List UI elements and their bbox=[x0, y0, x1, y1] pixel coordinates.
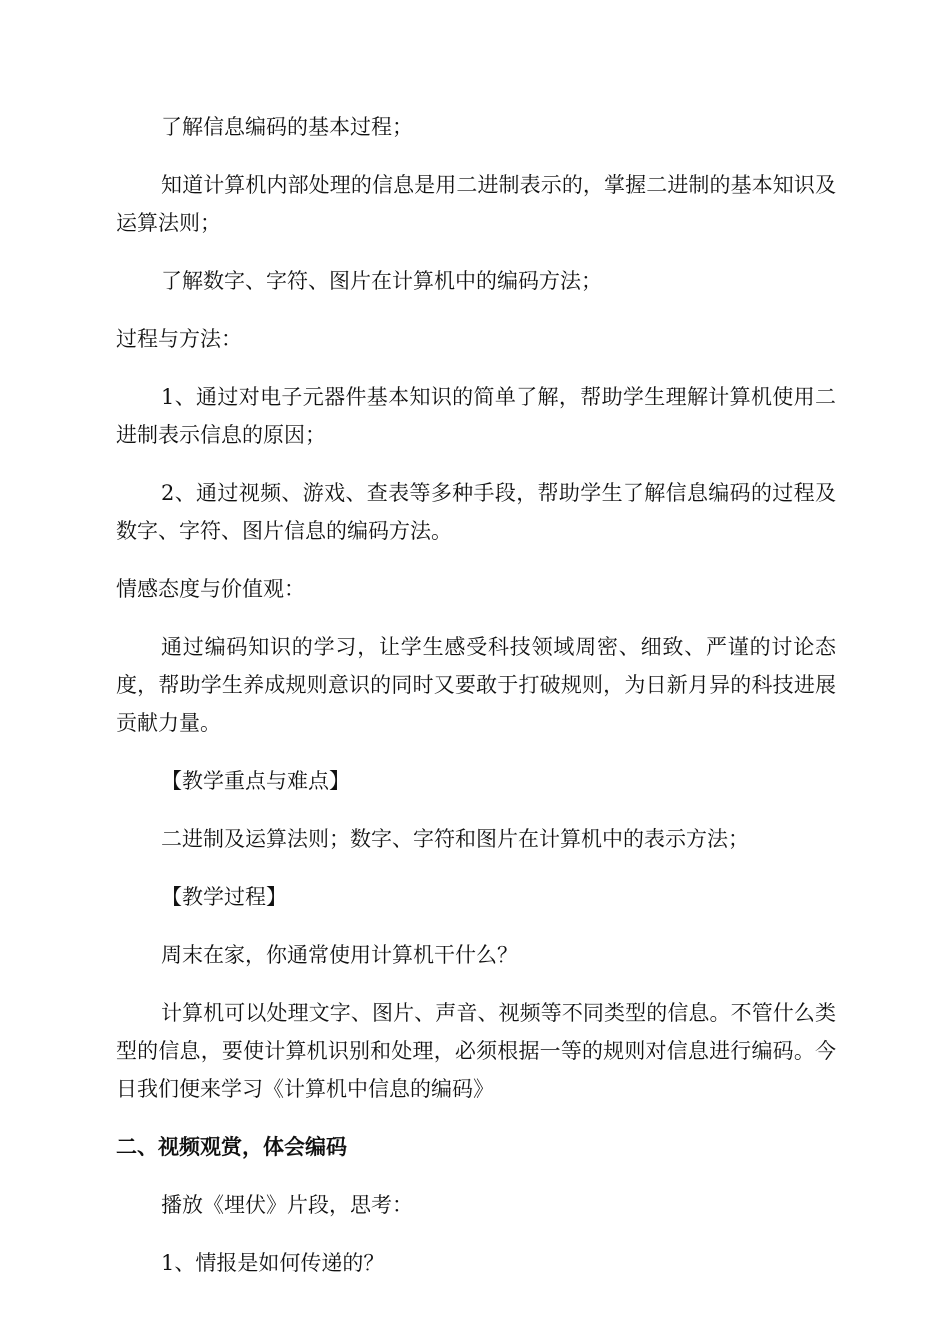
section-heading-teaching-process: 【教学过程】 bbox=[161, 885, 287, 909]
paragraph-method-1: 1、通过对电子元器件基本知识的简单了解，帮助学生理解计算机使用二进制表示信息的原因； bbox=[116, 385, 836, 447]
paragraph-objective-2: 知道计算机内部处理的信息是用二进制表示的，掌握二进制的基本知识及运算法则； bbox=[116, 173, 836, 235]
paragraph-objective-3: 了解数字、字符、图片在计算机中的编码方法； bbox=[161, 269, 602, 293]
section-heading-video: 二、视频观赏，体会编码 bbox=[116, 1134, 347, 1159]
section-heading-key-points: 【教学重点与难点】 bbox=[161, 769, 350, 793]
paragraph-question-1: 1、情报是如何传递的？ bbox=[161, 1251, 385, 1275]
paragraph-method-2: 2、通过视频、游戏、查表等多种手段，帮助学生了解信息编码的过程及数字、字符、图片信息的编码方法。 bbox=[116, 481, 836, 543]
paragraph-question-weekend: 周末在家，你通常使用计算机干什么？ bbox=[161, 943, 518, 967]
paragraph-attitude: 通过编码知识的学习，让学生感受科技领域周密、细致、严谨的讨论态度，帮助学生养成规则意识的同时又要敢于打破规则，为日新月异的科技进展贡献力量。 bbox=[116, 635, 836, 735]
section-heading-process-method: 过程与方法： bbox=[116, 327, 242, 351]
paragraph-play-clip: 播放《埋伏》片段，思考： bbox=[161, 1193, 413, 1217]
paragraph-intro-encoding: 计算机可以处理文字、图片、声音、视频等不同类型的信息。不管什么类型的信息，要使计算机识别和处理，必须根据一等的规则对信息进行编码。今日我们便来学习《计算机中信息的编码》 bbox=[116, 1001, 836, 1101]
document-page bbox=[116, 108, 836, 1302]
paragraph-key-points: 二进制及运算法则；数字、字符和图片在计算机中的表示方法； bbox=[161, 827, 749, 851]
section-heading-attitude-values: 情感态度与价值观： bbox=[116, 577, 305, 601]
paragraph-objective-1: 了解信息编码的基本过程； bbox=[161, 115, 413, 139]
